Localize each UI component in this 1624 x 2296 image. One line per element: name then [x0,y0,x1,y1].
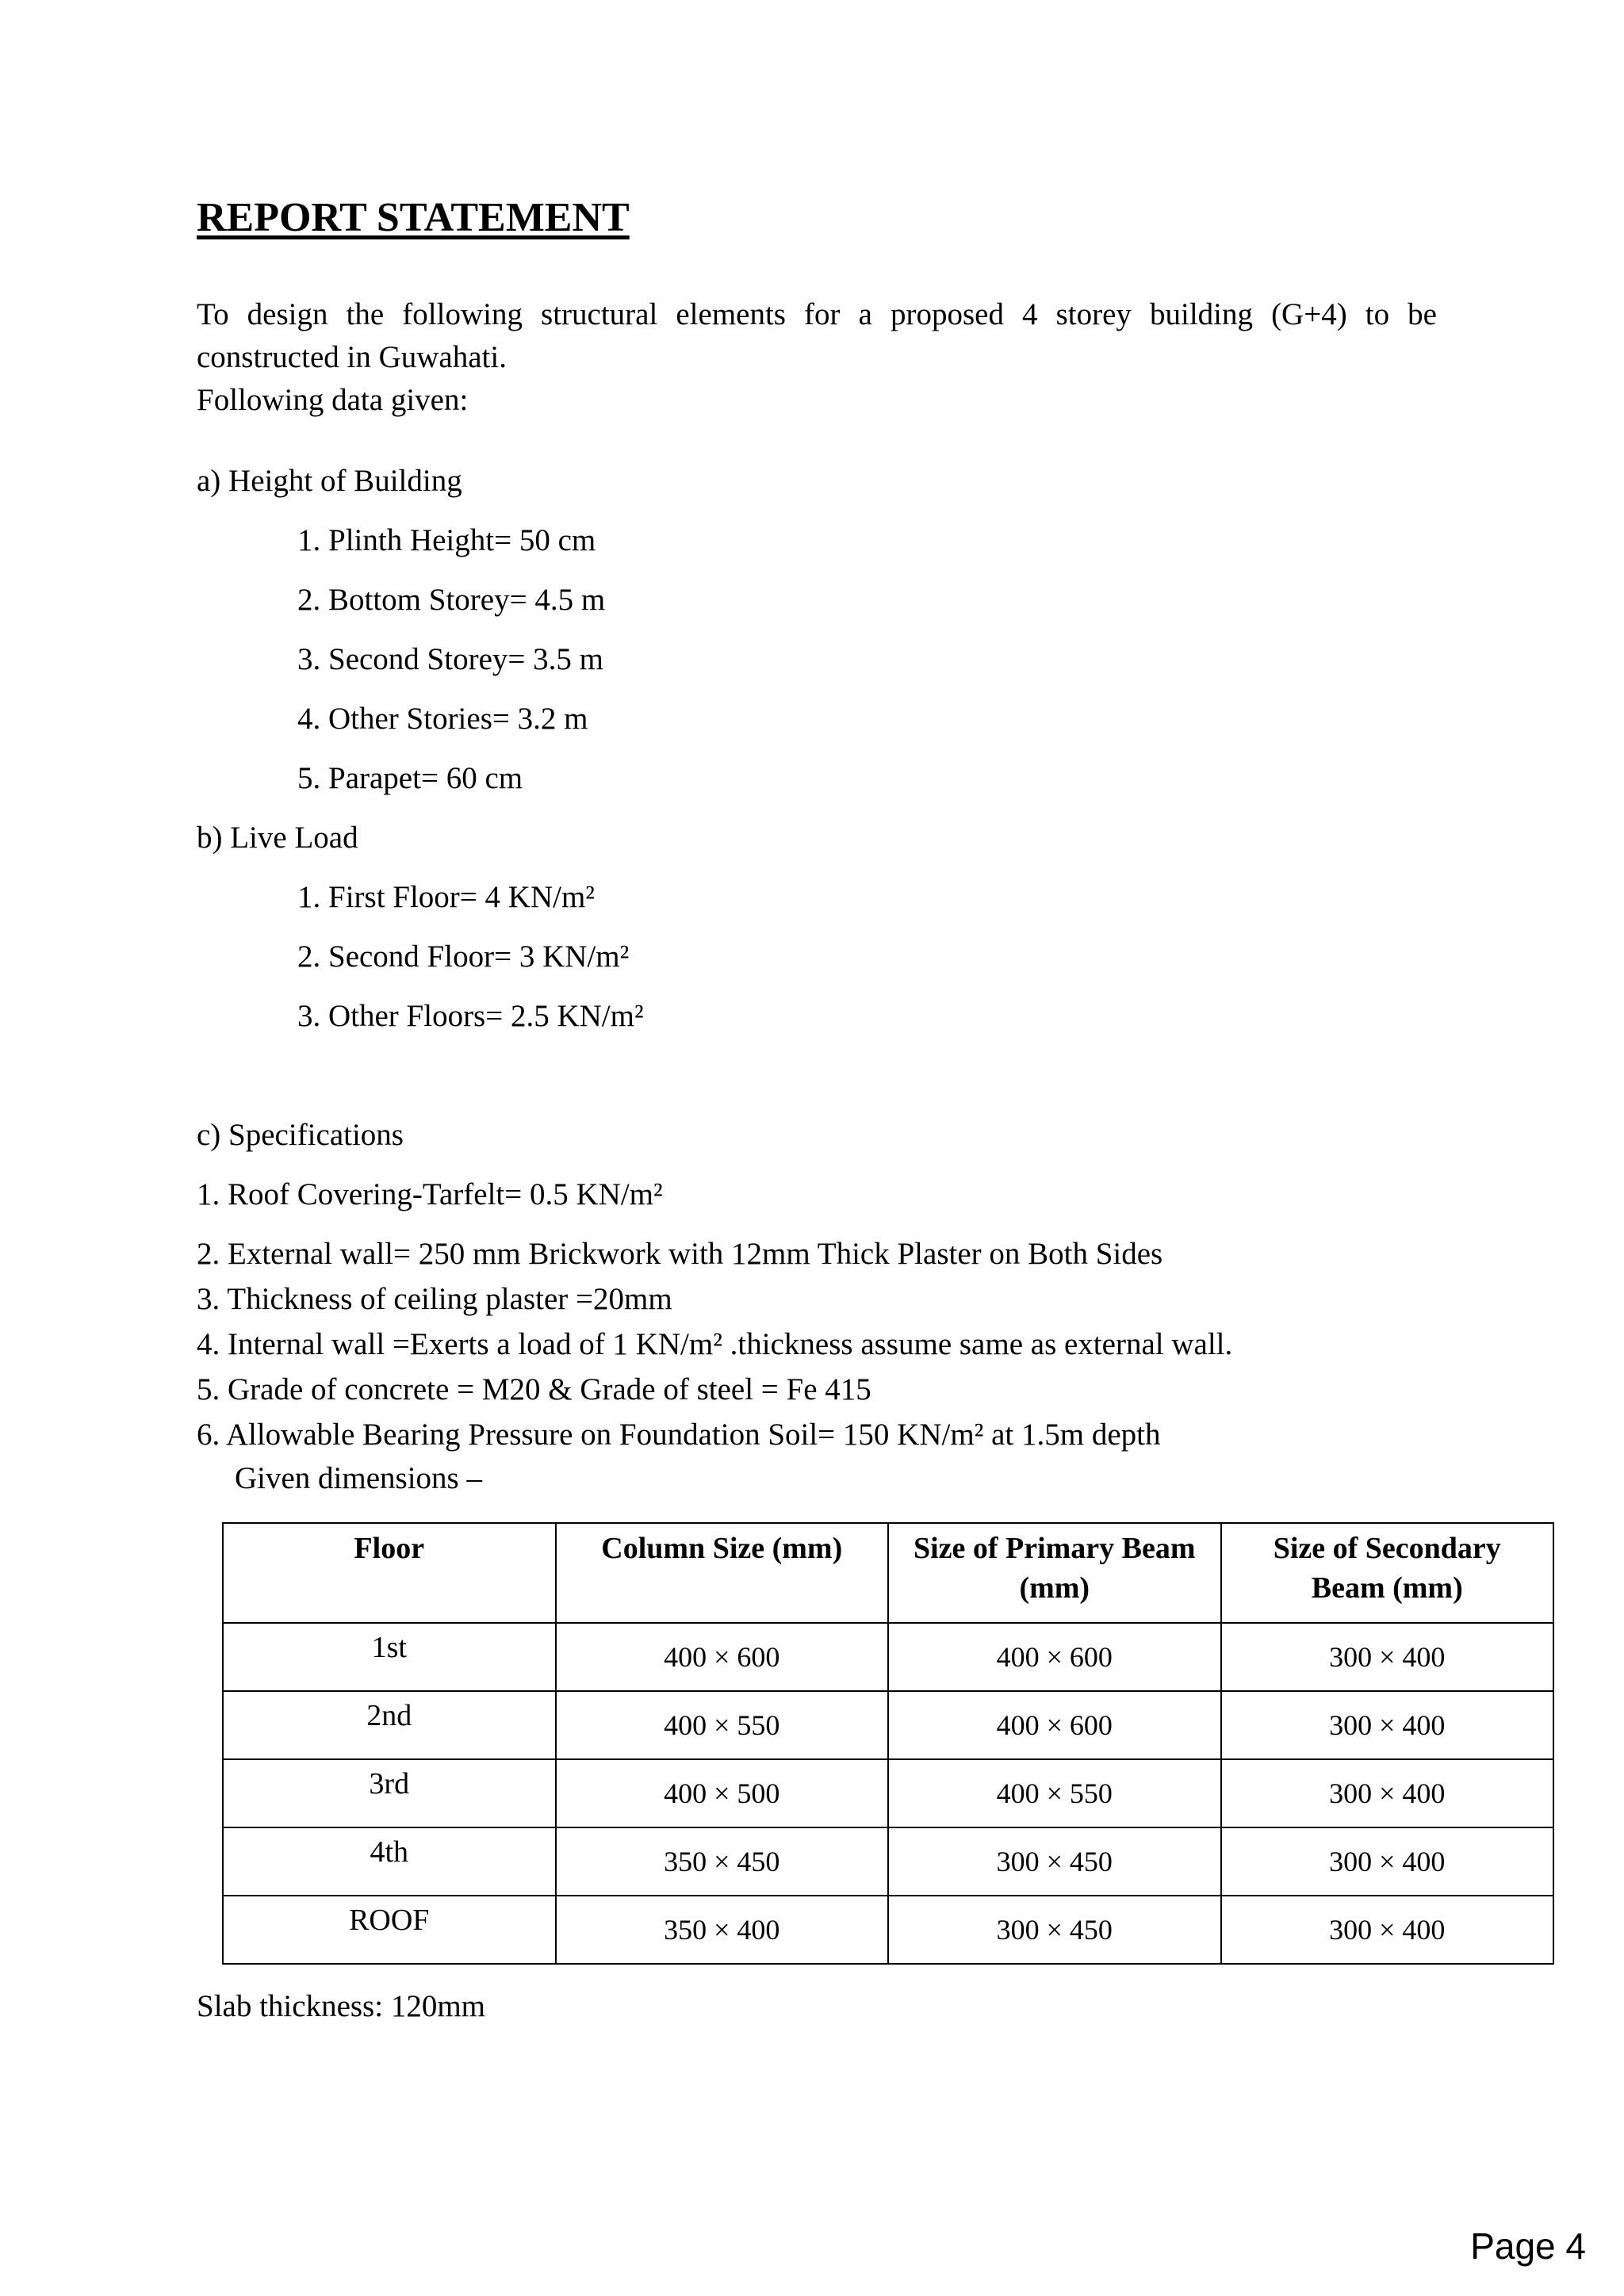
table-cell-secondary-beam: 300 × 400 [1221,1623,1554,1691]
slab-thickness: Slab thickness: 120mm [197,1989,485,2023]
section-heading-specifications: c) Specifications [197,1118,404,1152]
table-cell-secondary-beam: 300 × 400 [1221,1691,1554,1759]
spec-item-ceiling-plaster: 3. Thickness of ceiling plaster =20mm [197,1282,672,1316]
live-load-item-first-floor: 1. First Floor= 4 KN/m² [297,880,595,914]
spec-item-external-wall: 2. External wall= 250 mm Brickwork with 12mm Thick Plaster on Both Sides [197,1237,1163,1271]
dimensions-table [222,1522,1554,1965]
table-header-column-size: Column Size (mm) [556,1523,889,1623]
section-heading-height: a) Height of Building [197,464,462,498]
table-cell-primary-beam: 400 × 600 [888,1623,1221,1691]
table-header-floor: Floor [223,1523,556,1623]
live-load-item-second-floor: 2. Second Floor= 3 KN/m² [297,939,630,974]
table-cell-floor: ROOF [223,1896,556,1964]
height-item-plinth: 1. Plinth Height= 50 cm [297,523,596,557]
height-item-second-storey: 3. Second Storey= 3.5 m [297,642,603,676]
intro-data-given: Following data given: [197,383,469,417]
height-item-other-stories: 4. Other Stories= 3.2 m [297,702,588,736]
table-row [223,1759,1553,1827]
intro-sentence: To design the following structural elements for a proposed 4 storey building (G+4) to be constructed in Guwahati. [197,297,1437,374]
table-cell-column-size: 400 × 500 [556,1759,889,1827]
table-cell-secondary-beam: 300 × 400 [1221,1827,1554,1896]
height-item-parapet: 5. Parapet= 60 cm [297,761,523,795]
table-cell-floor: 4th [223,1827,556,1896]
table-cell-column-size: 350 × 400 [556,1896,889,1964]
table-cell-column-size: 350 × 450 [556,1827,889,1896]
section-heading-live-load: b) Live Load [197,821,358,855]
table-cell-primary-beam: 400 × 550 [888,1759,1221,1827]
table-cell-primary-beam: 300 × 450 [888,1896,1221,1964]
table-row [223,1623,1553,1691]
table-cell-floor: 1st [223,1623,556,1691]
table-cell-primary-beam: 300 × 450 [888,1827,1221,1896]
spec-item-bearing-pressure: 6. Allowable Bearing Pressure on Foundation Soil= 150 KN/m² at 1.5m depth [197,1418,1161,1452]
intro-paragraph [197,293,1437,422]
table-header-row [223,1523,1553,1623]
table-row [223,1827,1553,1896]
table-cell-secondary-beam: 300 × 400 [1221,1896,1554,1964]
height-item-bottom-storey: 2. Bottom Storey= 4.5 m [297,583,606,617]
table-cell-column-size: 400 × 550 [556,1691,889,1759]
table-header-secondary-beam: Size of Secondary Beam (mm) [1221,1523,1554,1623]
table-cell-floor: 3rd [223,1759,556,1827]
live-load-item-other-floors: 3. Other Floors= 2.5 KN/m² [297,999,644,1033]
table-row [223,1896,1553,1964]
given-dimensions-label: Given dimensions – [235,1461,482,1495]
page-title: REPORT STATEMENT [197,195,630,240]
table-cell-secondary-beam: 300 × 400 [1221,1759,1554,1827]
spec-item-grade-concrete-steel: 5. Grade of concrete = M20 & Grade of steel = Fe 415 [197,1372,871,1406]
spec-item-roof-covering: 1. Roof Covering-Tarfelt= 0.5 KN/m² [197,1177,663,1211]
table-cell-floor: 2nd [223,1691,556,1759]
page-number: Page 4 [1470,2225,1586,2267]
table-cell-column-size: 400 × 600 [556,1623,889,1691]
table-header-primary-beam: Size of Primary Beam (mm) [888,1523,1221,1623]
table-cell-primary-beam: 400 × 600 [888,1691,1221,1759]
spec-item-internal-wall: 4. Internal wall =Exerts a load of 1 KN/m² .thickness assume same as external wall. [197,1327,1233,1361]
table-row [223,1691,1553,1759]
